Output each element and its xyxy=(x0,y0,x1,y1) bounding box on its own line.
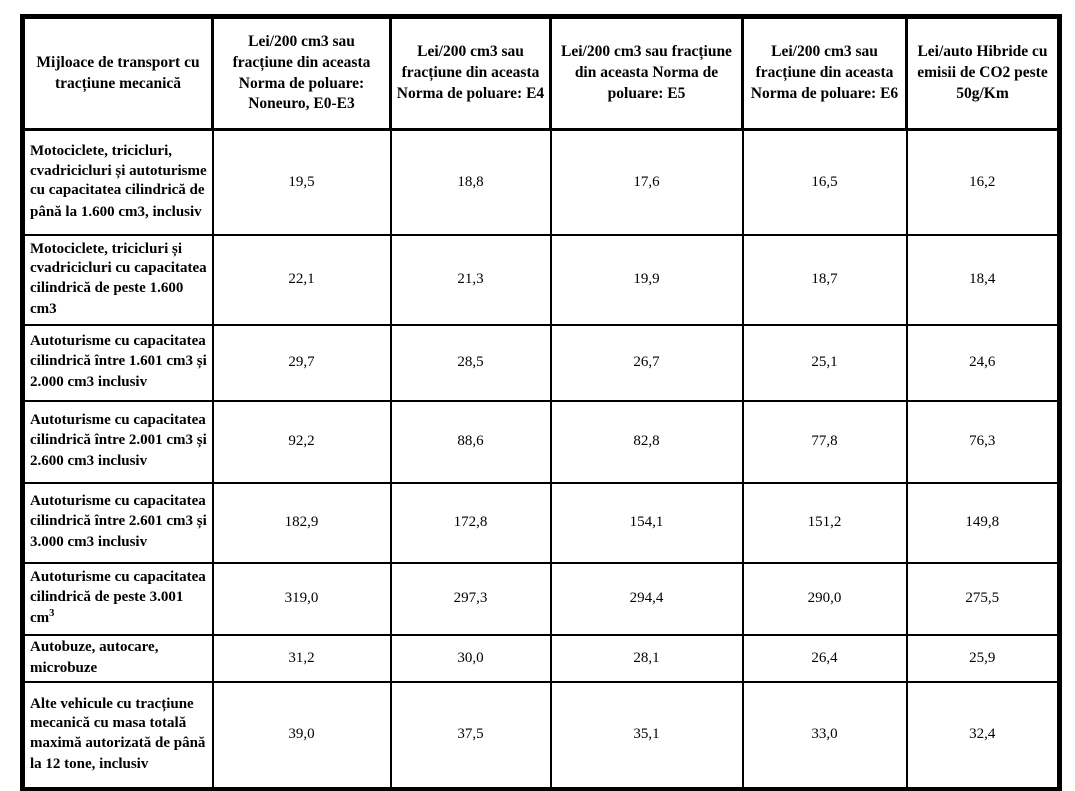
row-label xyxy=(23,563,213,635)
value-cell: 35,1 xyxy=(551,682,743,790)
table-row xyxy=(23,682,1060,790)
value-cell: 29,7 xyxy=(213,325,391,401)
row-label xyxy=(23,682,213,790)
table-row xyxy=(23,563,1060,635)
header-cell-e5: Lei/200 cm3 sau fracțiune din aceasta Norma de poluare: E5 xyxy=(551,17,743,130)
value-cell: 24,6 xyxy=(907,325,1060,401)
value-cell: 25,9 xyxy=(907,635,1060,682)
value-cell: 77,8 xyxy=(743,401,907,483)
row-label-text: Alte vehicule cu tracțiune mecanică cu masa totală maximă autorizată de până la 12 tone, inclusiv xyxy=(30,695,206,773)
value-cell: 16,5 xyxy=(743,130,907,235)
row-label xyxy=(23,635,213,682)
value-cell: 76,3 xyxy=(907,401,1060,483)
table-row xyxy=(23,235,1060,325)
value-cell: 294,4 xyxy=(551,563,743,635)
value-cell: 26,4 xyxy=(743,635,907,682)
row-label xyxy=(23,401,213,483)
value-cell: 26,7 xyxy=(551,325,743,401)
value-cell: 290,0 xyxy=(743,563,907,635)
table-row xyxy=(23,483,1060,563)
value-cell: 30,0 xyxy=(391,635,551,682)
value-cell: 154,1 xyxy=(551,483,743,563)
value-cell: 19,9 xyxy=(551,235,743,325)
value-cell: 172,8 xyxy=(391,483,551,563)
row-label-text: Autoturisme cu capacitatea cilindrică de peste 3.001 cm xyxy=(30,569,206,627)
row-label-text: Autoturisme cu capacitatea cilindrică între 1.601 cm3 și 2.000 cm3 inclusiv xyxy=(30,333,207,391)
value-cell: 149,8 xyxy=(907,483,1060,563)
table-row xyxy=(23,130,1060,235)
value-cell: 275,5 xyxy=(907,563,1060,635)
value-cell: 151,2 xyxy=(743,483,907,563)
value-cell: 319,0 xyxy=(213,563,391,635)
value-cell: 17,6 xyxy=(551,130,743,235)
row-label xyxy=(23,235,213,325)
row-label-text: Motociclete, tricicluri și cvadricicluri cu capacitatea cilindrică de peste 1.600 cm3 xyxy=(30,240,207,317)
header-cell-transport-type: Mijloace de transport cu tracțiune mecanică xyxy=(23,17,213,130)
header-cell-hybrid-co2: Lei/auto Hibride cu emisii de CO2 peste 50g/Km xyxy=(907,17,1060,130)
value-cell: 297,3 xyxy=(391,563,551,635)
header-cell-e6: Lei/200 cm3 sau fracțiune din aceasta Norma de poluare: E6 xyxy=(743,17,907,130)
value-cell: 37,5 xyxy=(391,682,551,790)
value-cell: 31,2 xyxy=(213,635,391,682)
table-body xyxy=(23,130,1060,790)
value-cell: 16,2 xyxy=(907,130,1060,235)
value-cell: 28,1 xyxy=(551,635,743,682)
value-cell: 182,9 xyxy=(213,483,391,563)
value-cell: 18,7 xyxy=(743,235,907,325)
row-label xyxy=(23,130,213,235)
row-label-text: Motociclete, tricicluri, cvadricicluri și autoturisme cu capacitatea cilindrică de până la 1.600 cm3, inclusiv xyxy=(30,143,207,220)
row-label-text: Autoturisme cu capacitatea cilindrică între 2.001 cm3 și 2.600 cm3 inclusiv xyxy=(30,412,207,470)
value-cell: 18,4 xyxy=(907,235,1060,325)
value-cell: 82,8 xyxy=(551,401,743,483)
header-cell-noneuro-e0-e3: Lei/200 cm3 sau fracțiune din aceasta Norma de poluare: Noneuro, E0-E3 xyxy=(213,17,391,130)
value-cell: 33,0 xyxy=(743,682,907,790)
value-cell: 92,2 xyxy=(213,401,391,483)
row-label-superscript: 3 xyxy=(49,608,55,620)
table-row xyxy=(23,635,1060,682)
value-cell: 19,5 xyxy=(213,130,391,235)
table-row xyxy=(23,325,1060,401)
value-cell: 25,1 xyxy=(743,325,907,401)
table-header xyxy=(23,17,1060,130)
value-cell: 22,1 xyxy=(213,235,391,325)
value-cell: 21,3 xyxy=(391,235,551,325)
value-cell: 18,8 xyxy=(391,130,551,235)
row-label-text: Autobuze, autocare, microbuze xyxy=(30,638,159,676)
value-cell: 88,6 xyxy=(391,401,551,483)
row-label-text: Autoturisme cu capacitatea cilindrică între 2.601 cm3 și 3.000 cm3 inclusiv xyxy=(30,493,207,551)
value-cell: 32,4 xyxy=(907,682,1060,790)
value-cell: 28,5 xyxy=(391,325,551,401)
table-row xyxy=(23,401,1060,483)
vehicle-tax-table xyxy=(20,14,1062,791)
header-row xyxy=(23,17,1060,130)
row-label xyxy=(23,483,213,563)
value-cell: 39,0 xyxy=(213,682,391,790)
header-cell-e4: Lei/200 cm3 sau fracțiune din aceasta Norma de poluare: E4 xyxy=(391,17,551,130)
row-label xyxy=(23,325,213,401)
